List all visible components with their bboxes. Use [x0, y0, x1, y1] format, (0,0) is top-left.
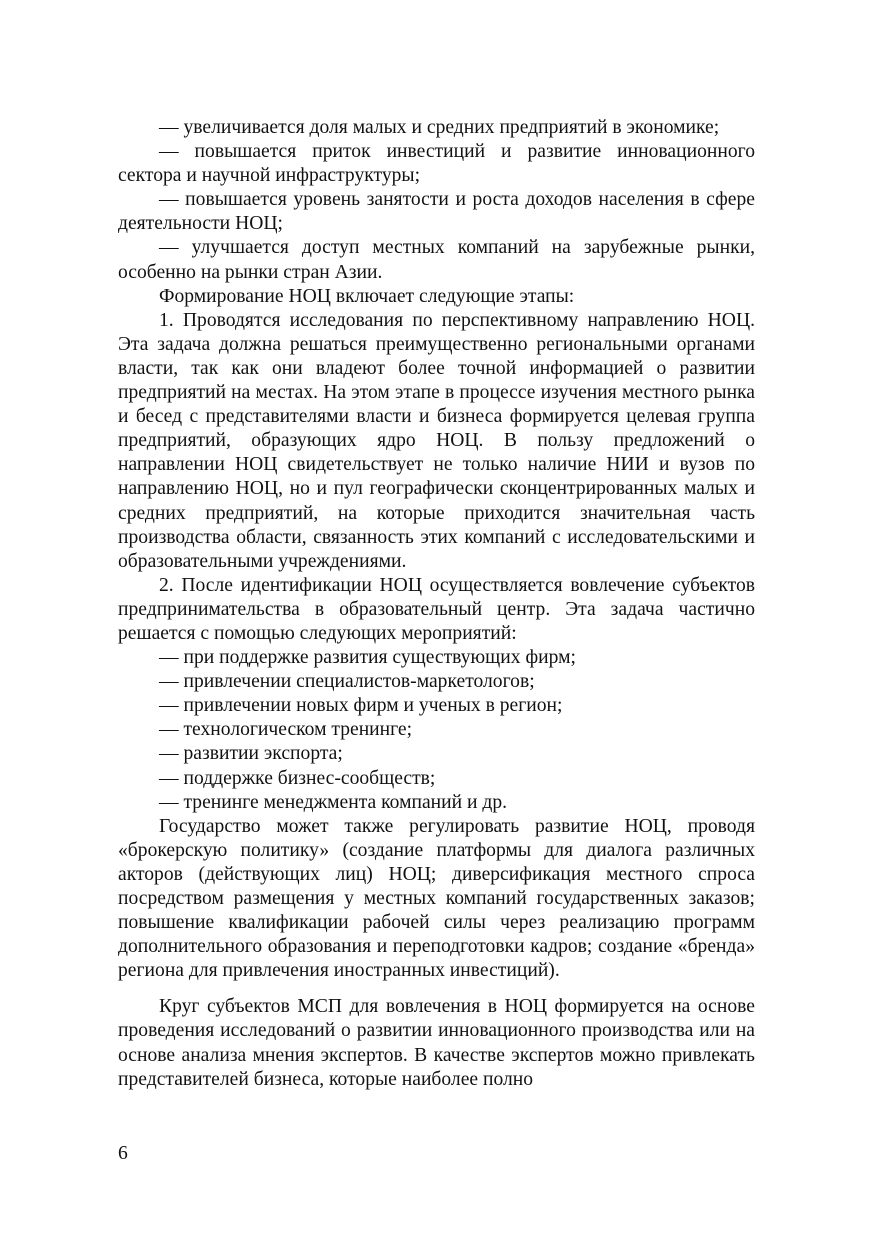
list-item-employment-level: — повышается уровень занятости и роста доходов населения в сфере деятельности НОЦ; [118, 189, 755, 235]
page-number: 6 [118, 1143, 128, 1164]
paragraph-stage-1: 1. Проводятся исследования по перспективному направлению НОЦ. Эта задача должна решаться преимущественно региональными органами власти, так как они владеют более точной информацией о развитии предприятий на местах. На этом этапе в процессе изучения местного рынка и бесед с представителями власти и бизнеса формируется целевая группа предприятий, образующих ядро НОЦ. В пользу предложений о направлении НОЦ свидетельствует не только наличие НИИ и вузов по направлению НОЦ, но и пул географически сконцентрированных малых и средних предприятий, на которые приходится значительная часть производства области, связанность этих компаний с исследовательскими и образовательными учреждениями. [118, 309, 755, 572]
paragraph-stages-intro: Формирование НОЦ включает следующие этапы: [159, 285, 575, 307]
list-item-investment-inflow: — повышается приток инвестиций и развитие инновационного сектора и научной инфраструктуры; [118, 141, 755, 187]
list-item-foreign-market-access: — улучшается доступ местных компаний на зарубежные рынки, особенно на рынки стран Азии. [118, 237, 755, 283]
list-item-support-existing-firms: — при поддержке развития существующих фирм; [159, 647, 576, 669]
list-item-marketing-specialists: — привлечении специалистов-маркетологов; [159, 671, 535, 693]
paragraph-state-regulation: Государство может также регулировать развитие НОЦ, проводя «брокерскую политику» (создание платформы для диалога различных акторов (действующих лиц) НОЦ; диверсификация местного спроса посредством размещения у местных компаний государственных заказов; повышение квалификации рабочей силы через реализацию программ дополнительного образования и переподготовки кадров; создание «бренда» региона для привлечения иностранных инвестиций). [118, 815, 755, 982]
page-body [118, 116, 755, 1092]
list-item-export-development: — развитии экспорта; [159, 743, 343, 765]
paragraph-stage-2: 2. После идентификации НОЦ осуществляется вовлечение субъектов предпринимательства в образовательный центр. Эта задача частично решается с помощью следующих мероприятий: [118, 574, 755, 644]
paragraph-sme-circle: Круг субъектов МСП для вовлечения в НОЦ формируется на основе проведения исследований о развитии инновационного производства или на основе анализа мнения экспертов. В качестве экспертов можно привлекать представителей бизнеса, которые наиболее полно [118, 996, 755, 1090]
list-item-tech-training: — технологическом тренинге; [159, 719, 413, 741]
list-item-business-communities: — поддержке бизнес-сообществ; [159, 767, 436, 789]
list-item-new-firms-scientists: — привлечении новых фирм и ученых в регион; [159, 695, 563, 717]
list-item-management-training: — тренинге менеджмента компаний и др. [159, 791, 508, 813]
list-item-small-business-share: — увеличивается доля малых и средних предприятий в экономике; [159, 117, 720, 138]
